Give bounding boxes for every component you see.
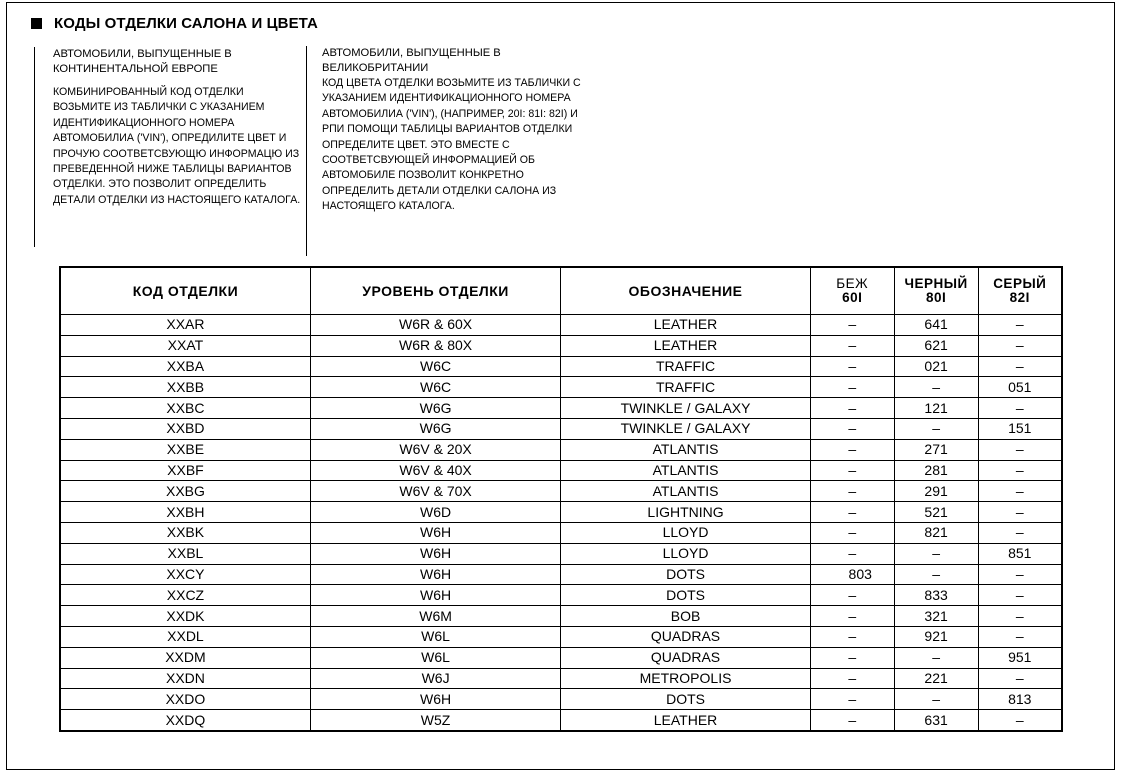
- cell-beige: –: [810, 668, 894, 689]
- header-code: КОД ОТДЕЛКИ: [60, 267, 310, 315]
- cell-code: XXBE: [60, 439, 310, 460]
- cell-beige: –: [810, 398, 894, 419]
- cell-designation: LIGHTNING: [561, 502, 811, 523]
- table-row: [60, 335, 1062, 356]
- page-title-text: КОДЫ ОТДЕЛКИ САЛОНА И ЦВЕТА: [54, 15, 318, 32]
- cell-level: W6D: [310, 502, 560, 523]
- cell-grey: 951: [978, 647, 1062, 668]
- cell-code: XXAR: [60, 315, 310, 336]
- left-column-heading: АВТОМОБИЛИ, ВЫПУЩЕННЫЕ В КОНТИНЕНТАЛЬНОЙ ЕВРОПЕ: [53, 48, 232, 75]
- header-grey-name: СЕРЫЙ: [993, 276, 1047, 291]
- header-black: [894, 267, 978, 315]
- cell-level: W6R & 80X: [310, 335, 560, 356]
- cell-designation: BOB: [561, 606, 811, 627]
- cell-designation: LLOYD: [561, 543, 811, 564]
- cell-black: 321: [894, 606, 978, 627]
- cell-grey: –: [978, 398, 1062, 419]
- table-row: [60, 439, 1062, 460]
- left-column-body: КОМБИНИРОВАННЫЙ КОД ОТДЕЛКИ ВОЗЬМИТЕ ИЗ ТАБЛИЧКИ С УКАЗАНИЕМ ИДЕНТИФИКАЦИОННОГО НОМЕРА АВТОМОБИЛИА ('VIN'), ОПРЕДИЛИТЕ ЦВЕТ И ПРОЧУЮ СООТВЕТСВУЮЩЮ ИНФОРМАЦЮ ИЗ ПРЕВЕДЕННОЙ НИЖЕ ТАБЛИЦЫ ВАРИАНТОВ ОТДЕЛКИ. ЭТО ПОЗВОЛИТ ОПРЕДЕЛИТЬ ДЕТАЛИ ОТДЕЛКИ ИЗ НАСТОЯЩЕГО КАТАЛОГА.: [53, 86, 301, 206]
- cell-black: 221: [894, 668, 978, 689]
- cell-beige: –: [810, 647, 894, 668]
- table-row: [60, 356, 1062, 377]
- cell-beige: –: [810, 315, 894, 336]
- cell-level: W6C: [310, 356, 560, 377]
- cell-black: 621: [894, 335, 978, 356]
- cell-designation: QUADRAS: [561, 626, 811, 647]
- table-header-row: [60, 267, 1062, 315]
- cell-black: 631: [894, 710, 978, 731]
- cell-level: W6V & 40X: [310, 460, 560, 481]
- cell-grey: 851: [978, 543, 1062, 564]
- cell-black: 021: [894, 356, 978, 377]
- cell-designation: TWINKLE / GALAXY: [561, 398, 811, 419]
- cell-beige: –: [810, 522, 894, 543]
- table-row: [60, 564, 1062, 585]
- table-row: [60, 522, 1062, 543]
- cell-beige: –: [810, 585, 894, 606]
- bullet-square-icon: [31, 18, 42, 29]
- cell-beige: –: [810, 502, 894, 523]
- header-black-name: ЧЕРНЫЙ: [904, 276, 968, 291]
- cell-grey: –: [978, 356, 1062, 377]
- cell-beige: 803: [810, 564, 894, 585]
- cell-grey: –: [978, 564, 1062, 585]
- left-column: [34, 47, 303, 247]
- cell-code: XXBB: [60, 377, 310, 398]
- table-body: [60, 315, 1062, 731]
- cell-code: XXDM: [60, 647, 310, 668]
- table-row: [60, 315, 1062, 336]
- cell-beige: –: [810, 356, 894, 377]
- cell-code: XXBG: [60, 481, 310, 502]
- cell-grey: –: [978, 522, 1062, 543]
- cell-black: 291: [894, 481, 978, 502]
- cell-designation: LLOYD: [561, 522, 811, 543]
- cell-level: W6H: [310, 522, 560, 543]
- cell-level: W6H: [310, 585, 560, 606]
- cell-level: W6H: [310, 564, 560, 585]
- right-column-heading: АВТОМОБИЛИ, ВЫПУЩЕННЫЕ В ВЕЛИКОБРИТАНИИ: [322, 47, 501, 74]
- table-row: [60, 377, 1062, 398]
- cell-beige: –: [810, 335, 894, 356]
- header-designation: ОБОЗНАЧЕНИЕ: [561, 267, 811, 315]
- cell-black: –: [894, 543, 978, 564]
- cell-code: XXDQ: [60, 710, 310, 731]
- cell-code: XXDK: [60, 606, 310, 627]
- header-beige-code: 60I: [842, 290, 863, 305]
- cell-grey: –: [978, 585, 1062, 606]
- cell-designation: QUADRAS: [561, 647, 811, 668]
- cell-level: W6H: [310, 689, 560, 710]
- right-column-body: КОД ЦВЕТА ОТДЕЛКИ ВОЗЬМИТЕ ИЗ ТАБЛИЧКИ С УКАЗАНИЕМ ИДЕНТИФИКАЦИОННОГО НОМЕРА АВТОМОБИЛИА ('VIN'), (НАПРИМЕР, 20I: 81I: 82I) И РПИ ПОМОЩИ ТАБЛИЦЫ ВАРИАНТОВ ОТДЕЛКИ ОПРЕДЕЛИТЕ ЦВЕТ. ЭТО ВМЕСТЕ С СООТВЕТСВУЮЩЕЙ ИНФОРМАЦИЕЙ ОБ АВТОМОБИЛЕ ПОЗВОЛИТ КОНКРЕТНО ОПРЕДЕЛИТЬ ДЕТАЛИ ОТДЕЛКИ САЛОНА ИЗ НАСТОЯЩЕГО КАТАЛОГА.: [322, 77, 581, 213]
- header-level: УРОВЕНЬ ОТДЕЛКИ: [310, 267, 560, 315]
- cell-designation: LEATHER: [561, 335, 811, 356]
- cell-code: XXDL: [60, 626, 310, 647]
- table-row: [60, 606, 1062, 627]
- cell-beige: –: [810, 606, 894, 627]
- header-beige: [810, 267, 894, 315]
- cell-black: 521: [894, 502, 978, 523]
- page-title: [31, 15, 318, 32]
- cell-designation: TRAFFIC: [561, 377, 811, 398]
- cell-designation: LEATHER: [561, 710, 811, 731]
- cell-code: XXDO: [60, 689, 310, 710]
- cell-code: XXBC: [60, 398, 310, 419]
- header-beige-name: БЕЖ: [836, 276, 869, 291]
- cell-code: XXAT: [60, 335, 310, 356]
- right-column: [306, 46, 584, 256]
- cell-level: W5Z: [310, 710, 560, 731]
- cell-code: XXBH: [60, 502, 310, 523]
- cell-grey: 151: [978, 418, 1062, 439]
- cell-beige: –: [810, 481, 894, 502]
- table-row: [60, 647, 1062, 668]
- cell-black: –: [894, 377, 978, 398]
- cell-code: XXBK: [60, 522, 310, 543]
- cell-code: XXBD: [60, 418, 310, 439]
- cell-black: 821: [894, 522, 978, 543]
- cell-code: XXCY: [60, 564, 310, 585]
- cell-beige: –: [810, 418, 894, 439]
- cell-black: 641: [894, 315, 978, 336]
- cell-beige: –: [810, 543, 894, 564]
- table-row: [60, 481, 1062, 502]
- cell-black: 833: [894, 585, 978, 606]
- table-row: [60, 398, 1062, 419]
- cell-level: W6V & 20X: [310, 439, 560, 460]
- table-row: [60, 543, 1062, 564]
- table-row: [60, 668, 1062, 689]
- cell-black: –: [894, 647, 978, 668]
- cell-black: 121: [894, 398, 978, 419]
- cell-code: XXBL: [60, 543, 310, 564]
- cell-grey: –: [978, 710, 1062, 731]
- cell-level: W6R & 60X: [310, 315, 560, 336]
- cell-grey: –: [978, 335, 1062, 356]
- cell-designation: DOTS: [561, 585, 811, 606]
- trim-code-table: [59, 266, 1063, 732]
- cell-black: 921: [894, 626, 978, 647]
- cell-designation: ATLANTIS: [561, 481, 811, 502]
- cell-designation: METROPOLIS: [561, 668, 811, 689]
- table-row: [60, 689, 1062, 710]
- header-grey-code: 82I: [1009, 290, 1030, 305]
- cell-code: XXCZ: [60, 585, 310, 606]
- cell-grey: 813: [978, 689, 1062, 710]
- cell-designation: ATLANTIS: [561, 439, 811, 460]
- cell-grey: –: [978, 439, 1062, 460]
- table-row: [60, 710, 1062, 731]
- cell-designation: ATLANTIS: [561, 460, 811, 481]
- cell-black: –: [894, 418, 978, 439]
- header-grey: [978, 267, 1062, 315]
- cell-level: W6M: [310, 606, 560, 627]
- table-row: [60, 460, 1062, 481]
- table-row: [60, 502, 1062, 523]
- cell-beige: –: [810, 460, 894, 481]
- cell-level: W6V & 70X: [310, 481, 560, 502]
- cell-beige: –: [810, 439, 894, 460]
- cell-level: W6J: [310, 668, 560, 689]
- cell-grey: 051: [978, 377, 1062, 398]
- cell-beige: –: [810, 377, 894, 398]
- cell-grey: –: [978, 315, 1062, 336]
- cell-designation: TRAFFIC: [561, 356, 811, 377]
- cell-grey: –: [978, 606, 1062, 627]
- cell-beige: –: [810, 710, 894, 731]
- cell-black: –: [894, 564, 978, 585]
- table-row: [60, 626, 1062, 647]
- cell-code: XXBA: [60, 356, 310, 377]
- cell-grey: –: [978, 460, 1062, 481]
- cell-black: –: [894, 689, 978, 710]
- cell-level: W6C: [310, 377, 560, 398]
- cell-designation: DOTS: [561, 689, 811, 710]
- cell-level: W6L: [310, 626, 560, 647]
- table-row: [60, 585, 1062, 606]
- cell-beige: –: [810, 626, 894, 647]
- cell-black: 271: [894, 439, 978, 460]
- header-black-code: 80I: [925, 290, 947, 305]
- cell-designation: TWINKLE / GALAXY: [561, 418, 811, 439]
- cell-grey: –: [978, 668, 1062, 689]
- cell-black: 281: [894, 460, 978, 481]
- cell-beige: –: [810, 689, 894, 710]
- table-row: [60, 418, 1062, 439]
- cell-grey: –: [978, 626, 1062, 647]
- cell-designation: LEATHER: [561, 315, 811, 336]
- cell-grey: –: [978, 502, 1062, 523]
- cell-level: W6L: [310, 647, 560, 668]
- cell-grey: –: [978, 481, 1062, 502]
- cell-level: W6G: [310, 398, 560, 419]
- cell-code: XXBF: [60, 460, 310, 481]
- cell-code: XXDN: [60, 668, 310, 689]
- cell-level: W6G: [310, 418, 560, 439]
- cell-level: W6H: [310, 543, 560, 564]
- cell-designation: DOTS: [561, 564, 811, 585]
